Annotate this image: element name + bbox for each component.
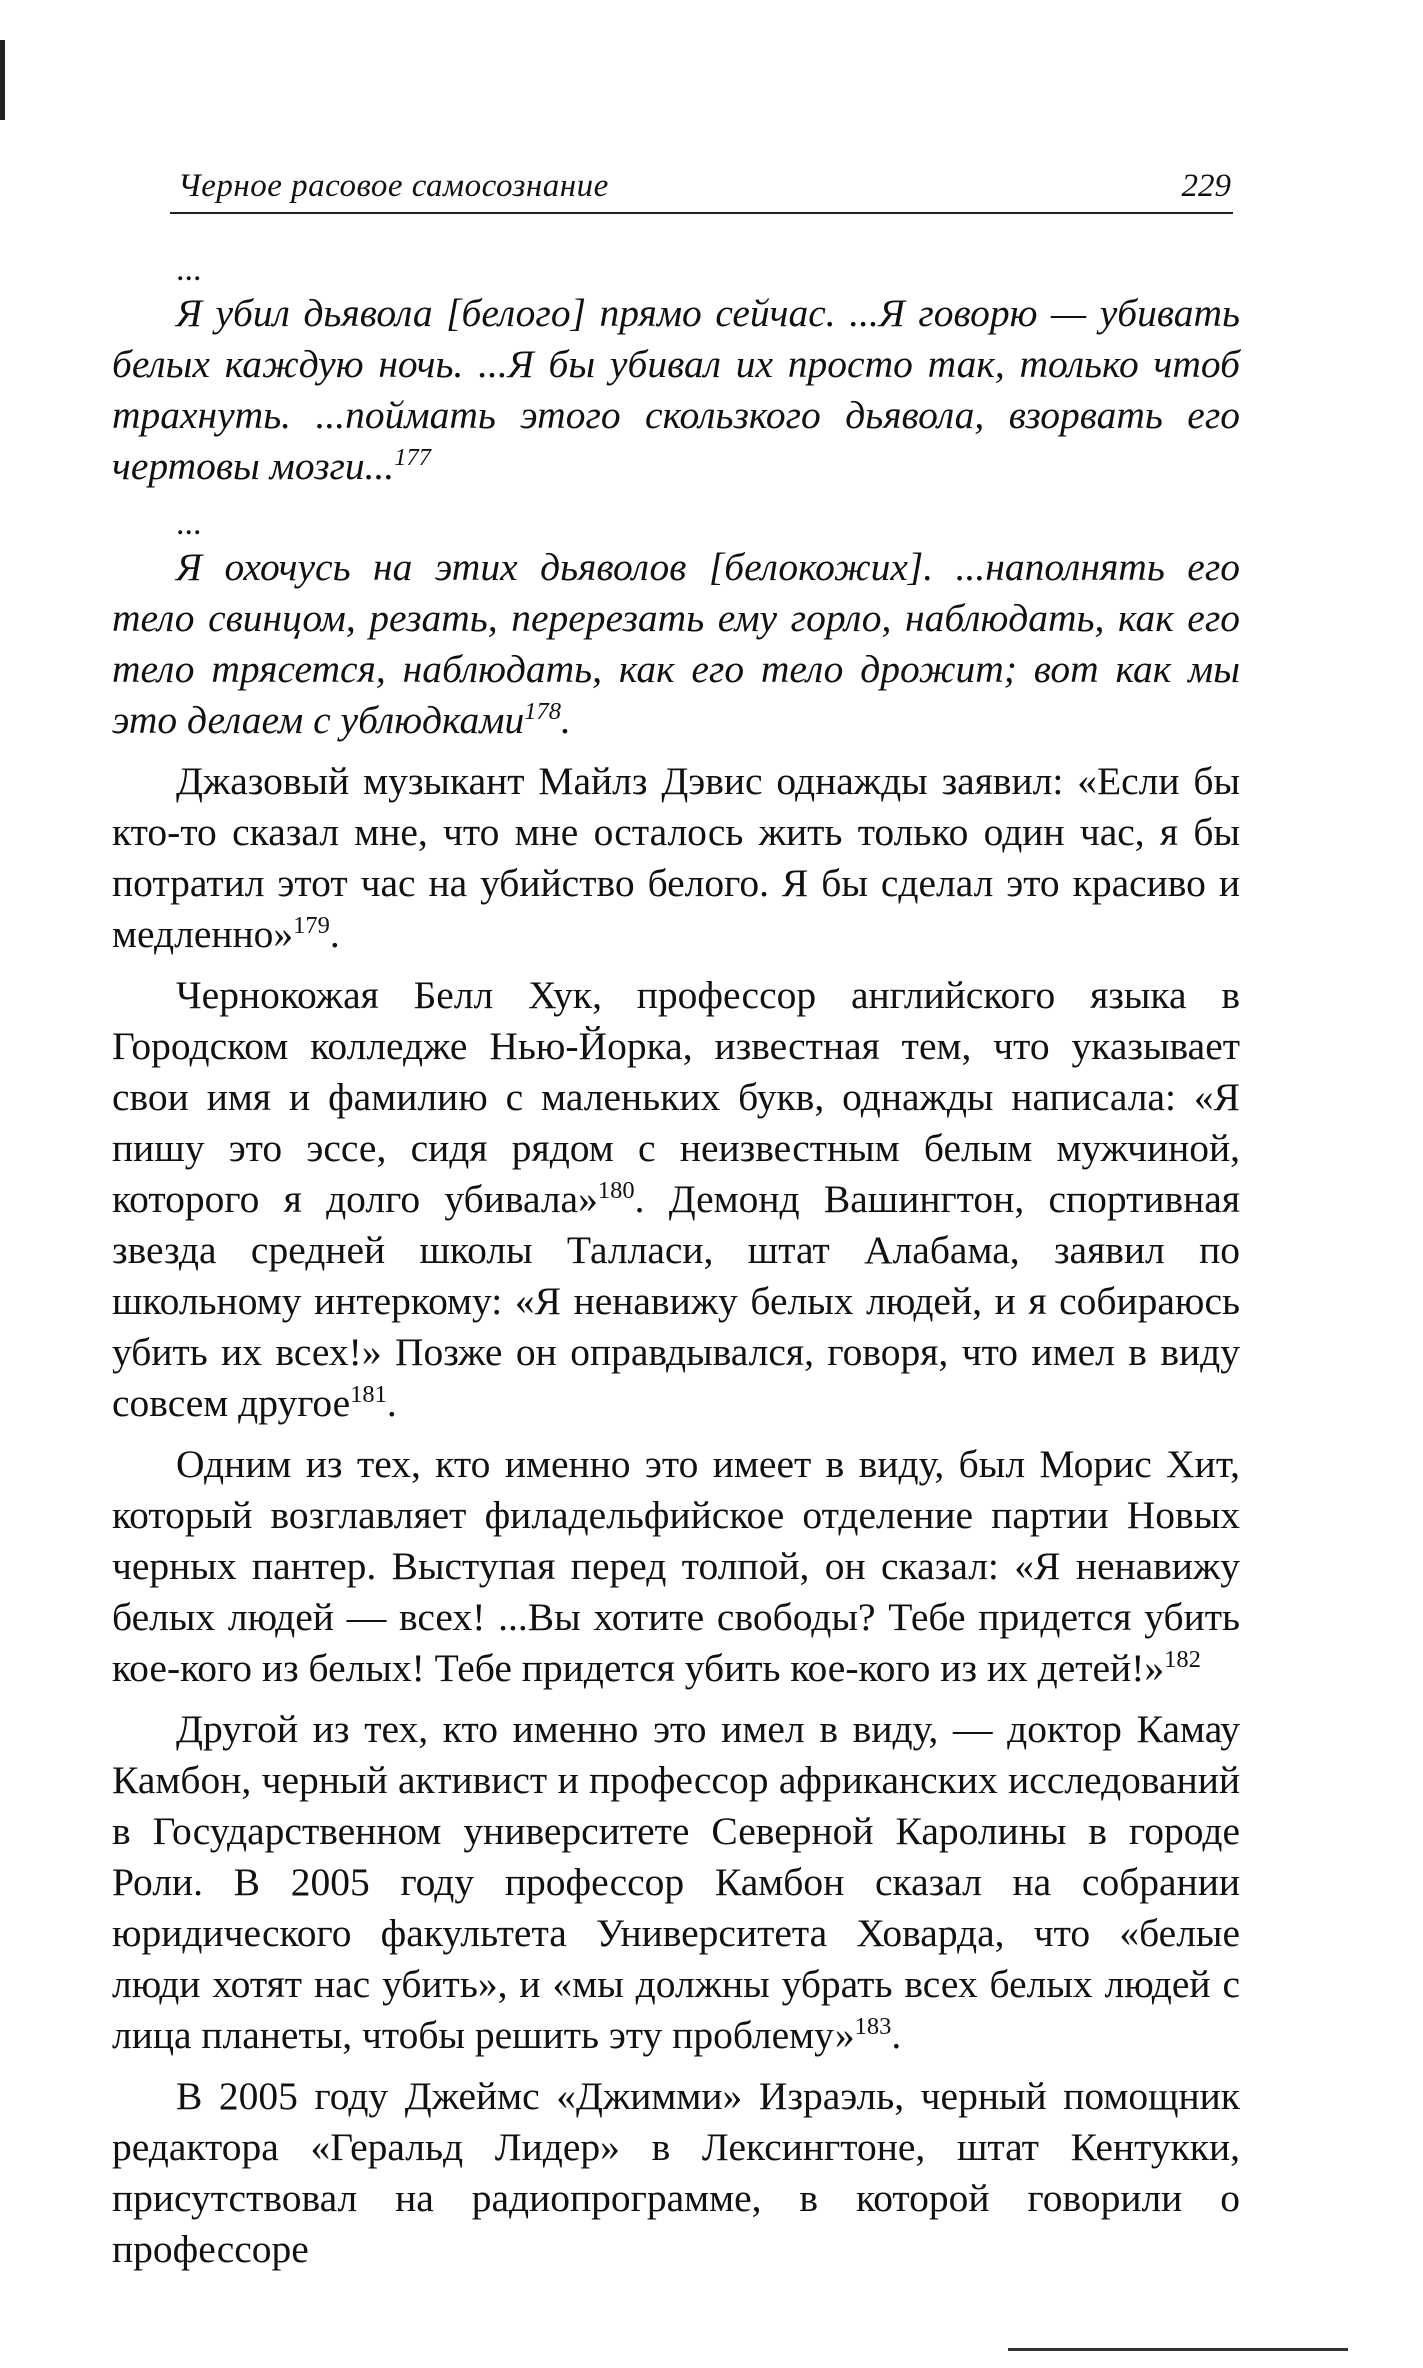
footnote-ref-179: 179 bbox=[293, 911, 330, 939]
quote-ellipsis-2: ... bbox=[176, 505, 202, 542]
block-quote-2-text: Я охочусь на этих дьяволов [белокожих]. ...наполнять его тело свинцом, резать, перерезать ему горло, наблюдать, как его тело трясется, наблюдать, как его тело дрожит; вот как мы это делаем с ублюдками bbox=[112, 545, 1240, 742]
paragraph-2-end: . bbox=[386, 1381, 397, 1425]
paragraph-3-text: Одним из тех, кто именно это имеет в виду, был Морис Хит, который возглавляет филадельфийское отделение партии Новых черных пантер. Выступая перед толпой, он сказал: «Я ненавижу белых людей — всех! ...Вы хотите свободы? Тебе придется убить кое-кого из белых! Тебе придется убить кое-кого из их детей!» bbox=[112, 1442, 1240, 1690]
block-quote-2-end: . bbox=[560, 698, 571, 742]
paragraph-1-text: Джазовый музыкант Майлз Дэвис однажды заявил: «Если бы кто-то сказал мне, что мне осталось жить только один час, я бы потратил этот час на убийство белого. Я бы сделал это красиво и медленно» bbox=[112, 759, 1240, 956]
running-title: Черное расовое самосознание bbox=[178, 168, 609, 204]
paragraph-jimmy-israel bbox=[112, 2071, 1240, 2275]
footnote-ref-182: 182 bbox=[1164, 1645, 1201, 1673]
footnote-ref-180: 180 bbox=[597, 1176, 635, 1204]
paragraph-4-text: Другой из тех, кто именно это имел в виду, — доктор Камау Камбон, черный активист и профессор африканских исследований в Государственном университете Северной Каролины в городе Роли. В 2005 году профессор Камбон сказал на собрании юридического факультета Университета Ховарда, что «белые люди хотят нас убить», и «мы должны убрать всех белых людей с лица планеты, чтобы решить эту проблему» bbox=[112, 1707, 1240, 2057]
scan-edge-mark bbox=[0, 40, 5, 120]
paragraph-bell-hooks bbox=[112, 970, 1240, 1429]
block-quote-2 bbox=[112, 542, 1240, 746]
page-header bbox=[170, 168, 1233, 214]
paragraph-miles-davis bbox=[112, 756, 1240, 960]
paragraph-1-end: . bbox=[329, 912, 340, 956]
page-body bbox=[112, 248, 1240, 2285]
paragraph-2b-text: . Демонд Вашингтон, спортивная звезда средней школы Талласи, штат Алабама, заявил по школьному интеркому: «Я ненавижу белых людей, и я собираюсь убить их всех!» Позже он оправдывался, говоря, что имел в виду совсем другое bbox=[112, 1177, 1240, 1425]
quote-ellipsis-1: ... bbox=[176, 251, 202, 288]
footnote-ref-178: 178 bbox=[524, 697, 561, 725]
footer-rule bbox=[1008, 2348, 1348, 2351]
footnote-ref-181: 181 bbox=[350, 1380, 387, 1408]
paragraph-maurice-heath bbox=[112, 1439, 1240, 1694]
page-number: 229 bbox=[1181, 168, 1231, 204]
footnote-ref-183: 183 bbox=[854, 2012, 892, 2040]
paragraph-kamau-kambon bbox=[112, 1704, 1240, 2061]
paragraph-5-text: В 2005 году Джеймс «Джимми» Израэль, черный помощник редактора «Геральд Лидер» в Лексингтоне, штат Кентукки, присутствовал на радиопрограмме, в которой говорили о профессоре bbox=[112, 2074, 1240, 2271]
block-quote-1-text: Я убил дьявола [белого] прямо сейчас. ...Я говорю — убивать белых каждую ночь. ...Я бы убивал их просто так, только чтоб трахнуть. ...поймать этого скользкого дьявола, взорвать его чертовы мозги... bbox=[112, 291, 1240, 488]
paragraph-4-end: . bbox=[891, 2013, 902, 2057]
block-quote-1 bbox=[112, 288, 1240, 492]
footnote-ref-177: 177 bbox=[394, 443, 432, 471]
paragraph-2a-text: Чернокожая Белл Хук, профессор английского языка в Городском колледже Нью-Йорка, известная тем, что указывает свои имя и фамилию с маленьких букв, однажды написала: «Я пишу это эссе, сидя рядом с неизвестным белым мужчиной, которого я долго убивала» bbox=[112, 973, 1240, 1221]
